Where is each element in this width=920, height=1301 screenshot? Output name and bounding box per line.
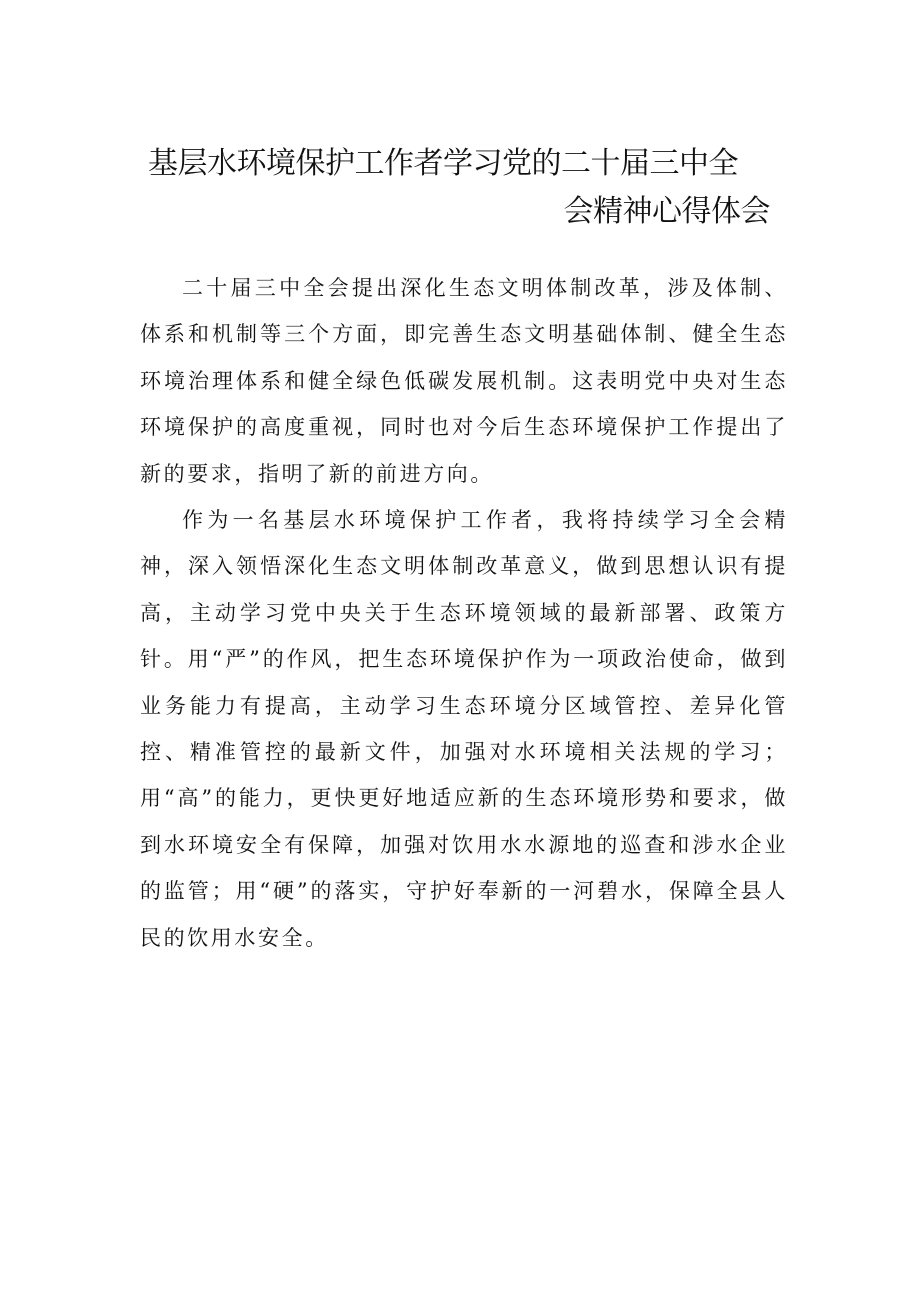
paragraph-2: 作为一名基层水环境保护工作者，我将持续学习全会精神，深入领悟深化生态文明体制改革意义，做到思想认识有提高，主动学习党中央关于生态环境领域的最新部署、政策方针。用“严”的作风，把生态环境保护作为一项政治使命，做到业务能力有提高，主动学习生态环境分区域管控、差异化管控、精准管控的最新文件，加强对水环境相关法规的学习；用“高”的能力，更快更好地适应新的生态环境形势和要求，做到水环境安全有保障，加强对饮用水水源地的巡查和涉水企业的监管；用“硬”的落实，守护好奉新的一河碧水，保障全县人民的饮用水安全。 — [140, 508, 788, 950]
title-line-1: 基层水环境保护工作者学习党的二十届三中全 — [148, 146, 738, 181]
document-title — [140, 140, 780, 236]
document-body — [140, 265, 788, 961]
title-line-2: 会精神心得体会 — [563, 194, 770, 229]
paragraph-1: 二十届三中全会提出深化生态文明体制改革，涉及体制、体系和机制等三个方面，即完善生态文明基础体制、健全生态环境治理体系和健全绿色低碳发展机制。这表明党中央对生态环境保护的高度重视，同时也对今后生态环境保护工作提出了新的要求，指明了新的前进方向。 — [140, 276, 788, 486]
